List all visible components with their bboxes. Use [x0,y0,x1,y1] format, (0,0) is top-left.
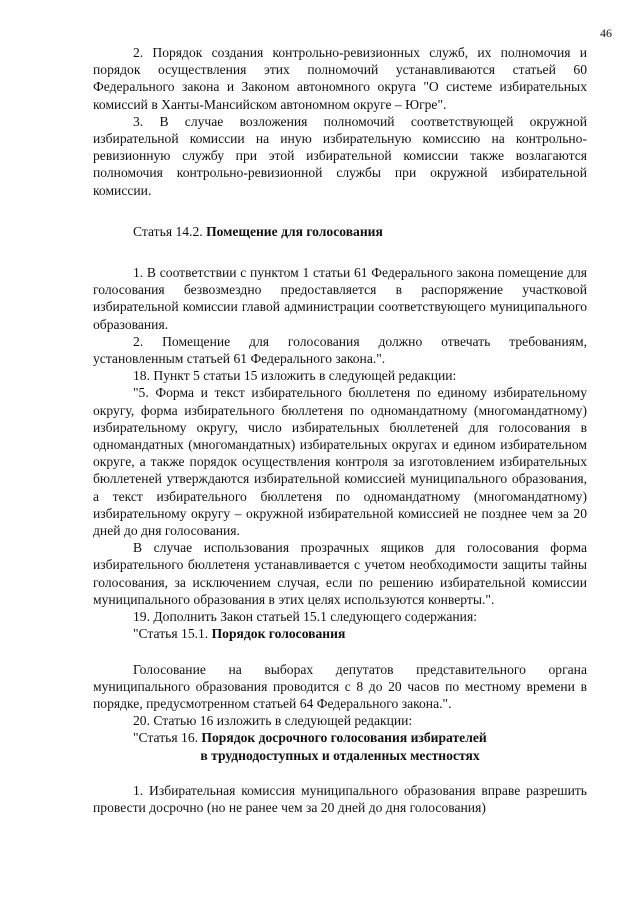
paragraph: 18. Пункт 5 статьи 15 изложить в следующей редакции: [133,368,457,384]
paragraph: Голосование на выборах депутатов представительного органа муниципального образования проводится с 8 до 20 часов по местному времени в порядке, предусмотренном статьей 64 Федерального закона.". [93,661,587,711]
paragraph: 2. Порядок создания контрольно-ревизионных служб, их полномочия и порядок осуществления этих полномочий устанавливаются статьей 60 Федерального закона и Законом автономного округа "О системе избирательных комиссий в Ханты-Мансийском автономном округе – Югре". [93,45,587,112]
article-number: "Статья 15.1. [133,626,212,642]
paragraph: 19. Дополнить Закон статьей 15.1 следующего содержания: [133,609,477,625]
article-heading-14-2 [133,223,587,240]
article-title: Помещение для голосования [206,223,383,239]
article-heading-16 [93,729,587,746]
document-body [93,44,587,816]
page-number: 46 [600,26,612,40]
paragraph: "5. Форма и текст избирательного бюллетеня по единому избирательному округу, форма избирательного бюллетеня по одномандатному (многомандатному) избирательному округу, число избирательных бюллетеней для голосования в одномандатных (многомандатных) избирательных округах и едином избирательном округе, а также порядок осуществления контроля за изготовлением избирательных бюллетеней утверждаются избирательной комиссией муниципального образования, а текст избирательного бюллетеня по одномандатному (многомандатному) избирательному округу – окружной избирательной комиссией не позднее чем за 20 дней до дня голосования. [93,385,587,539]
article-title-line-2: в труднодоступных и отдаленных местностях [200,747,480,763]
paragraph: 2. Помещение для голосования должно отвечать требованиям, установленным статьей 61 Федерального закона.". [93,333,587,367]
article-number: "Статья 16. [133,730,202,746]
paragraph: 20. Статью 16 изложить в следующей редакции: [133,713,413,729]
paragraph: 1. Избирательная комиссия муниципального образования вправе разрешить провести досрочно (но не ранее чем за 20 дней до дня голосования) [93,782,587,815]
article-title: Порядок голосования [211,626,346,642]
article-heading-15-1 [93,625,587,642]
article-title-line-1: Порядок досрочного голосования избирателей [201,730,487,746]
article-number: Статья 14.2. [133,223,207,239]
article-heading-16-line-2 [93,747,587,764]
paragraph: В случае использования прозрачных ящиков для голосования форма избирательного бюллетеня устанавливается с учетом необходимости защиты тайны голосования, за исключением случая, если по решению избирательной комиссии муниципального образования в этих целях используются конверты.". [93,540,587,607]
paragraph: 3. В случае возложения полномочий соответствующей окружной избирательной комиссии на иную избирательную комиссию на контрольно-ревизионную службу при этой избирательной комиссии также возлагаются полномочия контрольно-ревизионной службы при окружной избирательной комиссии. [93,113,587,198]
paragraph: 1. В соответствии с пунктом 1 статьи 61 Федерального закона помещение для голосования безвозмездно предоставляется в распоряжение участковой избирательной комиссии главой администрации соответствующего муниципального образования. [93,265,587,332]
